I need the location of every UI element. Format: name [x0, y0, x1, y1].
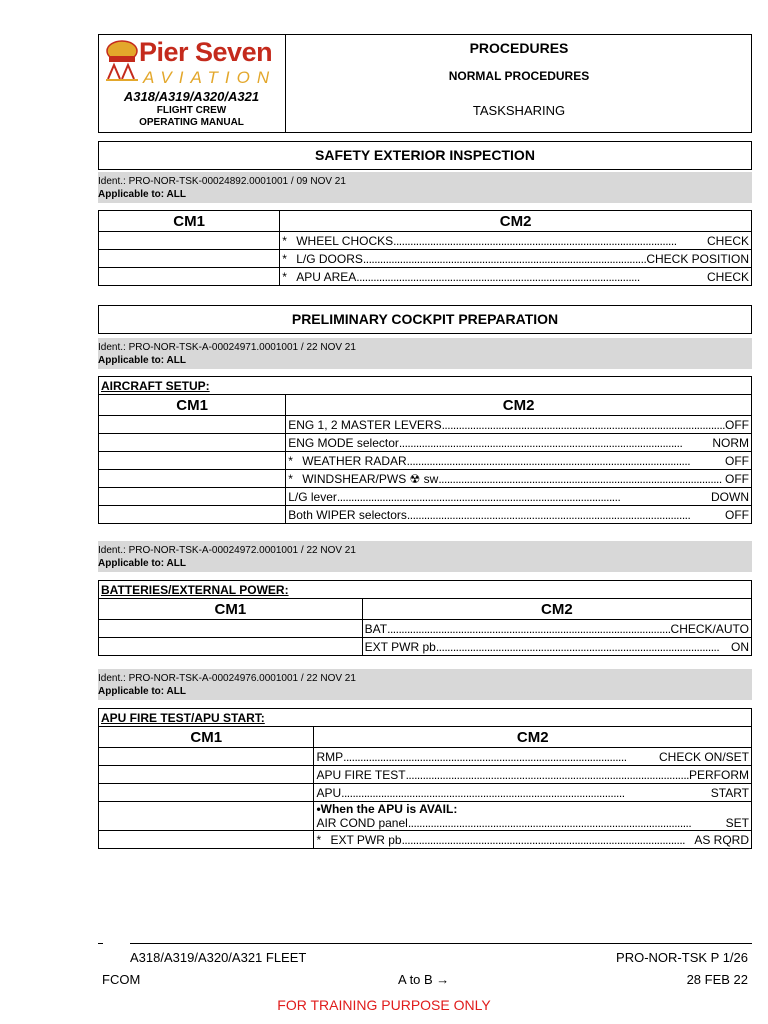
cm2-header: CM2 — [286, 395, 752, 416]
checklist-item — [314, 766, 752, 784]
checklist-item — [314, 748, 752, 766]
cm1-cell — [99, 470, 286, 488]
item-label: RMP — [316, 749, 344, 764]
section-title: NORMAL PROCEDURES — [448, 69, 590, 83]
company-logo-block — [99, 35, 286, 132]
leader-dots: .................................................................................................... — [398, 435, 683, 450]
item-label: AIR COND panel — [316, 816, 408, 830]
cm1-header: CM1 — [99, 395, 286, 416]
cm1-cell — [99, 232, 280, 250]
item-label: L/G lever — [288, 489, 337, 504]
leader-dots: .................................................................................................... — [341, 785, 625, 800]
item-marker: * — [316, 832, 322, 847]
leader-dots: .................................................................................................... — [362, 251, 647, 266]
cm1-cell — [99, 748, 314, 766]
footer-page-ref: PRO-NOR-TSK P 1/26 — [616, 950, 748, 965]
item-value: OFF — [725, 453, 749, 468]
cm2-header: CM2 — [280, 211, 752, 232]
cm1-cell — [99, 452, 286, 470]
leader-dots: .................................................................................................... — [438, 471, 722, 486]
item-marker: * — [288, 453, 293, 468]
item-value: SET — [725, 816, 749, 830]
leader-dots: .................................................................................................... — [336, 489, 621, 504]
leader-dots: .................................................................................................... — [356, 269, 640, 284]
task-table-aircraft-setup — [98, 376, 752, 524]
item-label: ENG 1, 2 MASTER LEVERS — [288, 417, 442, 432]
leader-dots: .................................................................................................... — [407, 816, 692, 830]
leader-dots: .................................................................................................... — [435, 639, 720, 654]
cm1-cell — [99, 620, 363, 638]
footer-date: 28 FEB 22 — [686, 972, 748, 987]
item-label: APU FIRE TEST — [316, 767, 406, 782]
leader-dots: .................................................................................................... — [441, 417, 725, 432]
cm1-header: CM1 — [99, 599, 363, 620]
header-titles — [287, 35, 751, 132]
ident-text: Ident.: PRO-NOR-TSK-A-00024971.0001001 / 22 NOV 21 — [98, 342, 356, 353]
applicability-text: Applicable to: ALL — [98, 686, 186, 697]
cm1-cell — [99, 766, 314, 784]
section-heading-safety: SAFETY EXTERIOR INSPECTION — [98, 141, 752, 170]
task-table-batteries — [98, 580, 752, 656]
checklist-item — [314, 831, 752, 849]
applicability-text: Applicable to: ALL — [98, 355, 186, 366]
item-label: BAT — [364, 621, 388, 636]
item-value: CHECK/AUTO — [670, 621, 749, 636]
item-marker: * — [282, 269, 287, 284]
cm1-cell — [99, 250, 280, 268]
item-label: WINDSHEAR/PWS ☢ sw — [302, 471, 439, 486]
item-label: ENG MODE selector — [288, 435, 399, 450]
ident-text: Ident.: PRO-NOR-TSK-A-00024972.0001001 / 22 NOV 21 — [98, 545, 356, 556]
applicability-text: Applicable to: ALL — [98, 558, 186, 569]
leader-dots: .................................................................................................... — [406, 507, 691, 522]
checklist-item — [280, 250, 752, 268]
checklist-item — [286, 470, 752, 488]
footer-range: A to B → — [398, 972, 450, 987]
applicability-text: Applicable to: ALL — [98, 189, 186, 200]
item-label: APU AREA — [296, 269, 357, 284]
leader-dots: .................................................................................................... — [387, 621, 671, 636]
cm1-cell — [99, 434, 286, 452]
subsection-heading: BATTERIES/EXTERNAL POWER: — [99, 581, 752, 599]
item-value: CHECK — [706, 269, 749, 284]
manual-subtitle-2: OPERATING MANUAL — [139, 117, 244, 128]
pilot-cap-logo-icon — [104, 39, 140, 85]
checklist-item — [280, 232, 752, 250]
item-value: OFF — [725, 417, 749, 432]
chapter-title: PROCEDURES — [469, 40, 569, 56]
item-label: EXT PWR pb — [364, 639, 436, 654]
checklist-item — [286, 488, 752, 506]
item-label: WEATHER RADAR — [302, 453, 407, 468]
subsection-title: TASKSHARING — [472, 103, 566, 118]
subsection-heading: AIRCRAFT SETUP: — [99, 377, 752, 395]
checklist-item — [286, 416, 752, 434]
conditional-item — [314, 802, 752, 831]
footer-rule-left — [98, 943, 103, 944]
checklist-item — [286, 434, 752, 452]
checklist-item — [314, 784, 752, 802]
item-marker: * — [288, 471, 293, 486]
cm1-cell — [99, 802, 314, 831]
item-label: WHEEL CHOCKS — [296, 233, 394, 248]
ident-block-apu — [98, 669, 752, 700]
item-value: PERFORM — [689, 767, 749, 782]
ident-text: Ident.: PRO-NOR-TSK-00024892.0001001 / 09 NOV 21 — [98, 176, 346, 187]
item-value: CHECK POSITION — [646, 251, 749, 266]
aircraft-models: A318/A319/A320/A321 — [123, 89, 260, 104]
leader-dots: .................................................................................................... — [343, 749, 627, 764]
logo-text-primary: Pier Seven — [139, 37, 273, 67]
cm2-header: CM2 — [314, 727, 752, 748]
cm1-header: CM1 — [99, 727, 314, 748]
leader-dots: .................................................................................................... — [406, 453, 691, 468]
item-label: APU — [316, 785, 342, 800]
item-value: ON — [731, 639, 749, 654]
ident-block-batteries — [98, 541, 752, 572]
leader-dots: .................................................................................................... — [401, 832, 685, 847]
task-table-apu — [98, 708, 752, 849]
item-value: OFF — [725, 507, 749, 522]
item-value: AS RQRD — [694, 832, 749, 847]
checklist-item — [362, 620, 751, 638]
section-heading-prelim: PRELIMINARY COCKPIT PREPARATION — [98, 305, 752, 334]
leader-dots: .................................................................................................... — [393, 233, 677, 248]
item-label: Both WIPER selectors — [288, 507, 407, 522]
cm1-cell — [99, 638, 363, 656]
cm1-cell — [99, 784, 314, 802]
item-value: DOWN — [711, 489, 749, 504]
checklist-item — [362, 638, 751, 656]
footer-fleet: A318/A319/A320/A321 FLEET — [130, 950, 307, 965]
checklist-item — [286, 452, 752, 470]
item-value: NORM — [712, 435, 749, 450]
ident-text: Ident.: PRO-NOR-TSK-A-00024976.0001001 / 22 NOV 21 — [98, 673, 356, 684]
item-marker: * — [282, 251, 287, 266]
document-header — [98, 34, 752, 133]
manual-subtitle-1: FLIGHT CREW — [156, 105, 227, 116]
cm1-cell — [99, 268, 280, 286]
item-marker: * — [282, 233, 287, 248]
training-disclaimer: FOR TRAINING PURPOSE ONLY — [277, 997, 491, 1013]
subsection-heading: APU FIRE TEST/APU START: — [99, 709, 752, 727]
cm2-header: CM2 — [362, 599, 751, 620]
cm1-header: CM1 — [99, 211, 280, 232]
cm1-cell — [99, 488, 286, 506]
checklist-item — [280, 268, 752, 286]
item-value: CHECK ON/SET — [658, 749, 749, 764]
leader-dots: .................................................................................................... — [405, 767, 689, 782]
cm1-cell — [99, 416, 286, 434]
footer-rule — [130, 943, 752, 944]
item-value: OFF — [725, 471, 749, 486]
item-label: L/G DOORS — [296, 251, 363, 266]
item-label: EXT PWR pb — [330, 832, 402, 847]
cm1-cell — [99, 831, 314, 849]
logo-text-secondary: AVIATION — [143, 68, 277, 87]
task-table-safety — [98, 210, 752, 286]
checklist-item — [286, 506, 752, 524]
cm1-cell — [99, 506, 286, 524]
item-value: START — [710, 785, 749, 800]
ident-block-safety — [98, 172, 752, 203]
condition-text: •When the APU is AVAIL: — [316, 802, 458, 816]
ident-block-prelim — [98, 338, 752, 369]
footer-manual: FCOM — [102, 972, 141, 987]
item-value: CHECK — [706, 233, 749, 248]
